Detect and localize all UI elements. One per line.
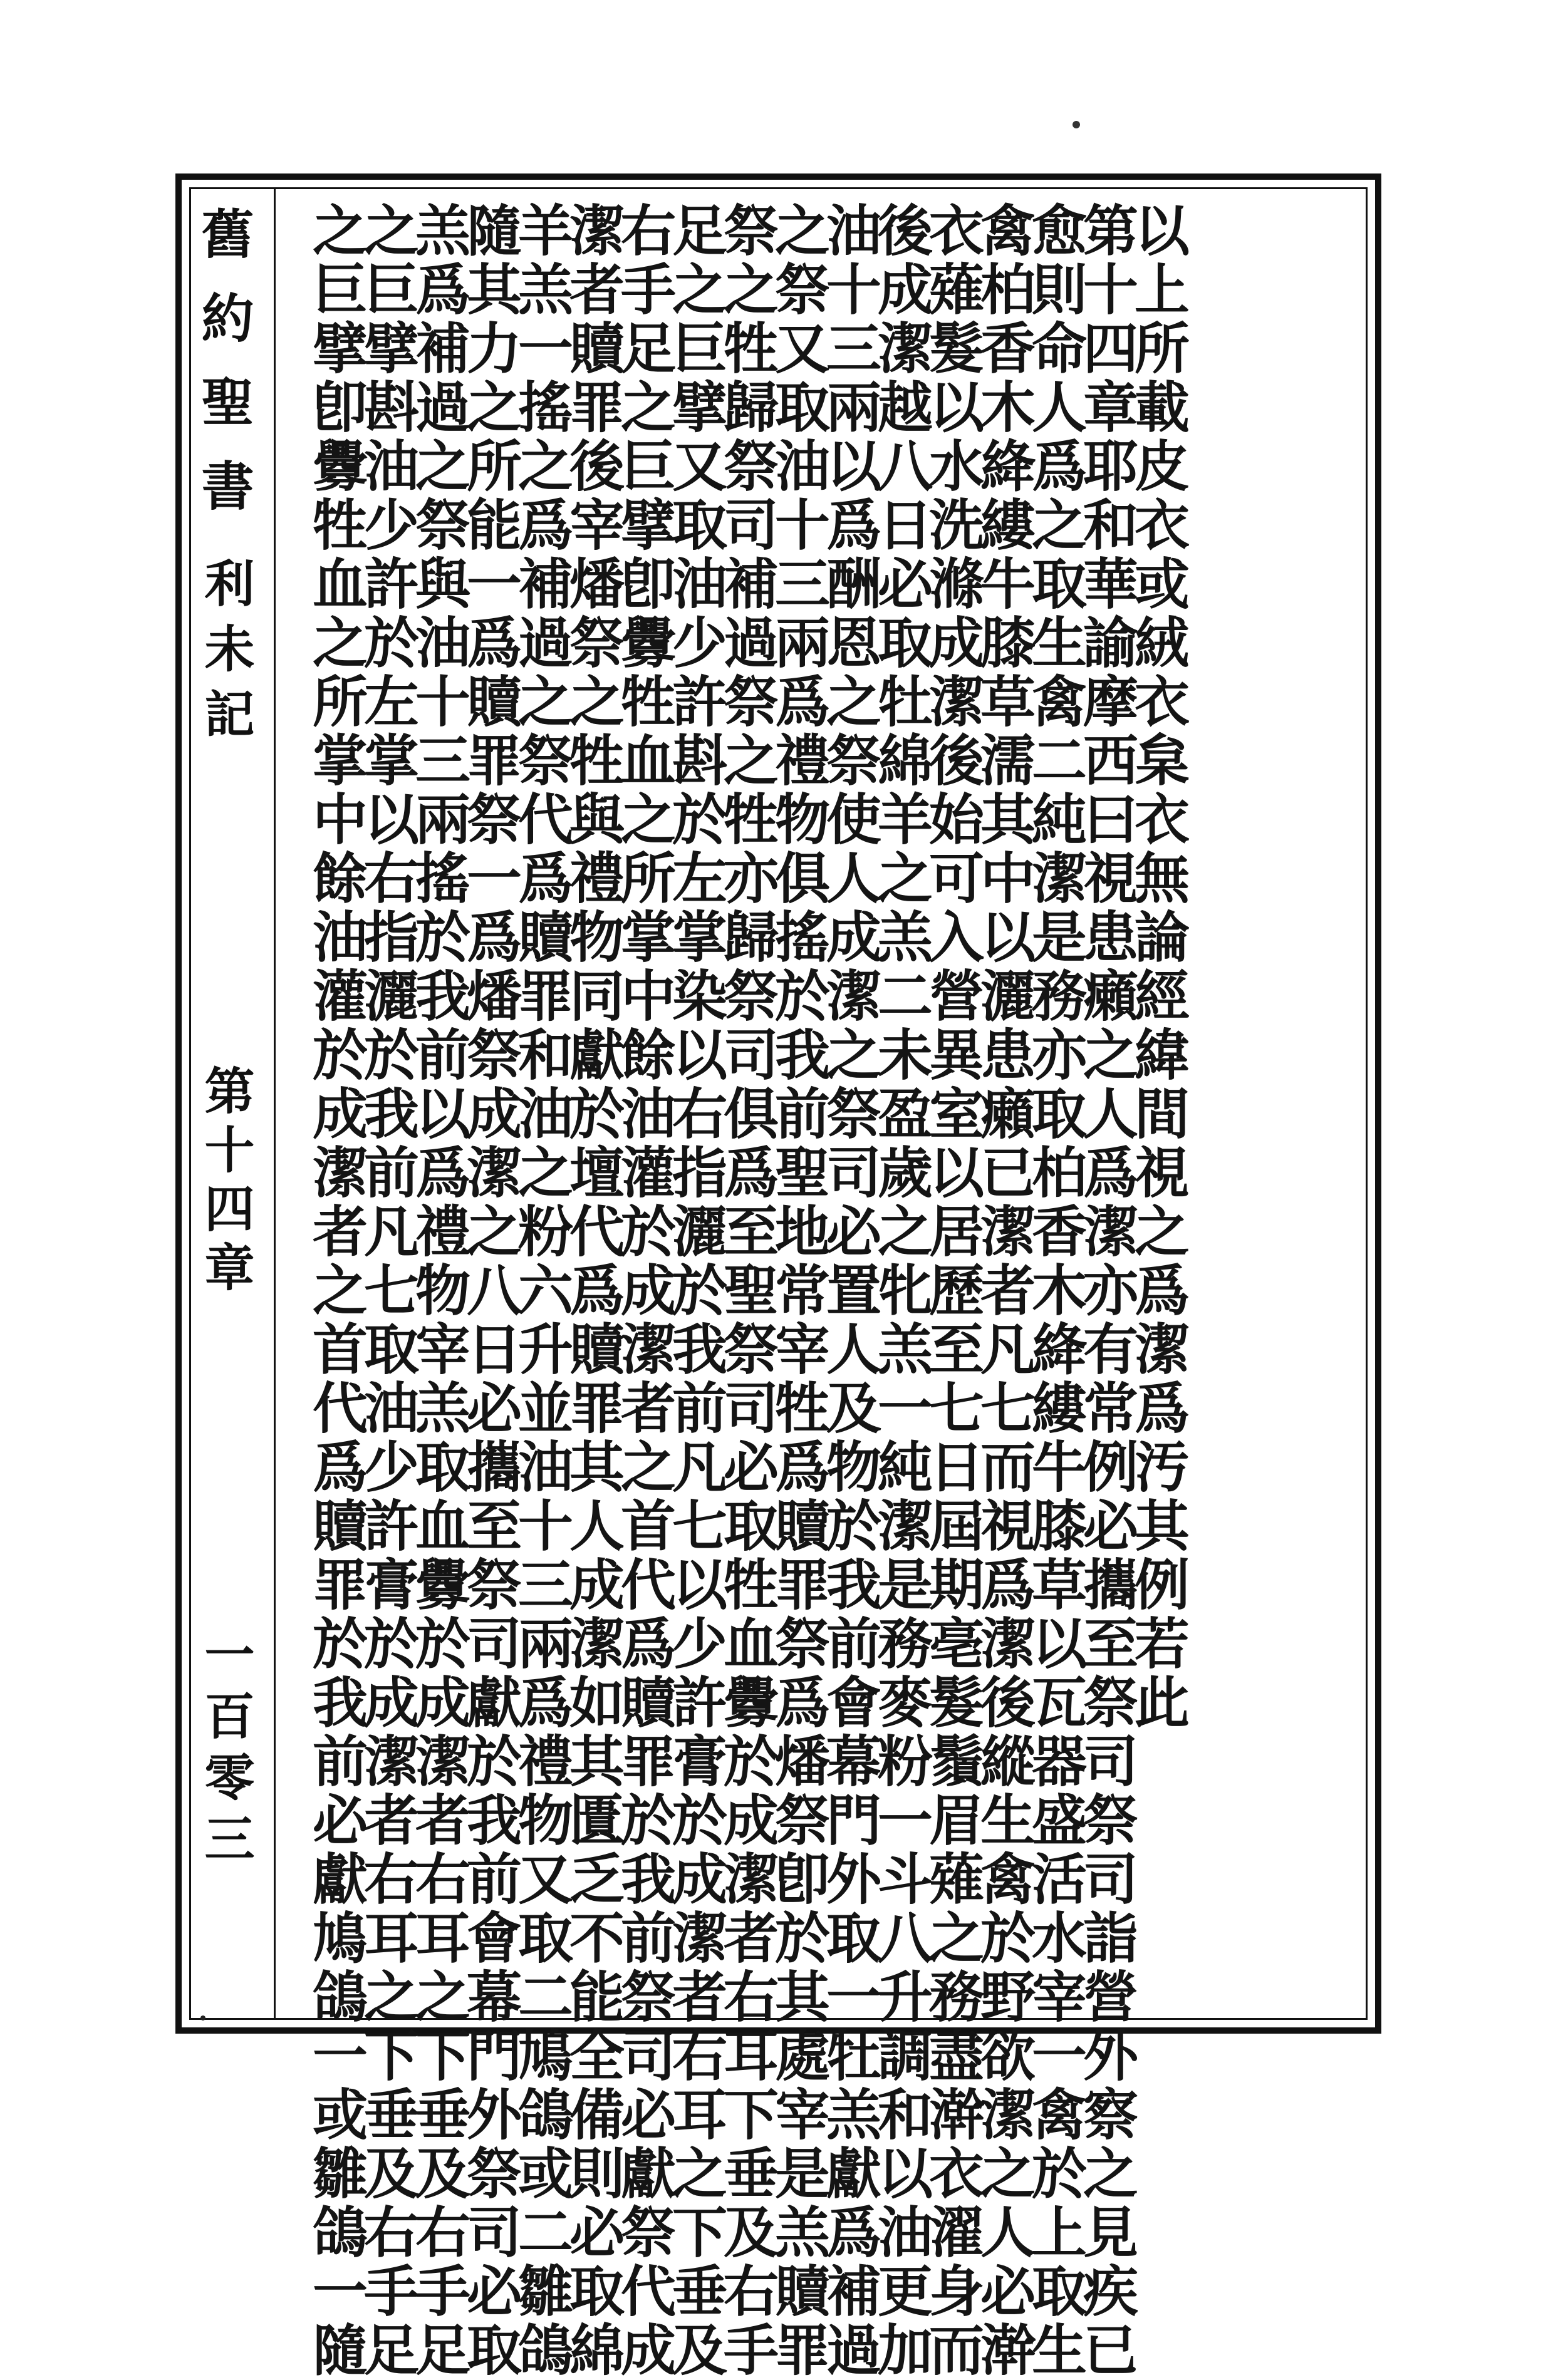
text-column: 後成潔越八日必取牡綿羊之羔二未盈歲之牝羔一純潔是務麥粉一斗八升調和以油更加 xyxy=(869,202,934,2380)
text-column: 衣薙髮以水洗滌成潔後始可入營異室以居歷至七日屆期亳髮鬚眉薙之務盡澣衣濯身而 xyxy=(920,202,985,2380)
text-column: 愈則命人爲之取生禽二純潔是務亦取柏香木絳縷牛膝草以瓦器盛活水宰一禽於上取生 xyxy=(1023,202,1088,2380)
text-column: 油十三兩以爲酬恩之祭使人成潔之祭司必置人及物於我前會幕門外取一牡羔獻爲補過 xyxy=(818,202,883,2380)
text-column: 之巨擘斟油少許於左掌以右指灑於我前凡七取油少許膏於成潔者右耳之下垂及右手足 xyxy=(355,202,420,2380)
page-mark-dot xyxy=(1073,121,1080,128)
margin-divider xyxy=(274,189,276,2018)
text-column: 第十四章耶和華諭摩西曰視患癩之人爲潔亦有常例必攜至祭司祭司詣營外察之見疾已 xyxy=(1074,202,1140,2380)
running-title: 舊約聖書 xyxy=(193,207,255,542)
text-column: 之祭又取油十三兩爲禮物俱搖於我前聖地常宰牲爲贖罪祭爲燔祭卽於其處宰是羔贖罪 xyxy=(766,202,831,2380)
text-column: 足之巨擘又取油少許斟於左掌染以右指灑於我前凡七以少許膏於成潔者右耳之下垂及 xyxy=(663,202,729,2380)
text-column: 之巨擘卽釁牲血之所掌中餘油灌於成潔者之首代爲贖罪於我前必獻鳩鴿一或雛鴿一隨 xyxy=(304,202,369,2380)
text-column: 以上所載皮衣或絨衣枲衣無論經緯間視之爲潔爲汚其例若此 xyxy=(1126,202,1191,1732)
text-column: 右手足之巨擘卽釁牲血之所掌中餘油灌於成潔者之首代爲贖罪於我前祭司必獻祭代成 xyxy=(612,202,677,2380)
text-column: 祭之牲歸祭司補過祭之牲亦歸祭司俱爲至聖祭司必取牲血釁於成潔者右耳下垂及右手 xyxy=(715,202,780,2380)
text-column: 潔者贖罪後宰燔祭之牲與禮物同獻於壇代爲贖罪其人成潔如其匱乏不能全備則必取綿 xyxy=(561,202,626,2380)
book-name: 利未記 xyxy=(196,557,255,753)
chapter-label: 第十四章 xyxy=(196,1065,255,1300)
page-number: 一百零三 xyxy=(196,1628,255,1874)
text-column: 禽柏香木絳縷牛膝草濡其中以灑患癩已潔者凡七而視爲潔後縱生禽於野欲潔之人必澣 xyxy=(972,202,1037,2380)
text-column: 隨其力之所能一爲贖罪祭一爲燔祭成潔之八日必攜至祭司獻於我前會幕門外祭司必取 xyxy=(458,202,523,2380)
text-column: 羊羔一搖之爲補過之祭代爲贖罪和油之粉六升並油十三兩爲禮物又取二鳩鴿或二雛鴿 xyxy=(509,202,574,2380)
text-column: 羔爲補過之祭與油十三兩搖於我前以爲禮物宰羔取血釁於成潔者右耳之下垂及右手足 xyxy=(407,202,472,2380)
corner-dot xyxy=(200,2015,205,2020)
